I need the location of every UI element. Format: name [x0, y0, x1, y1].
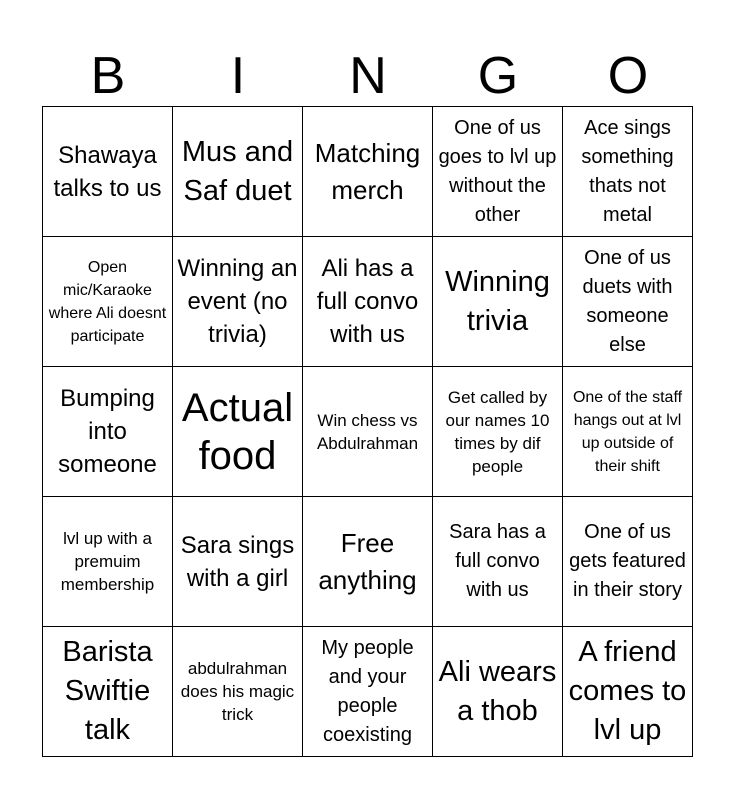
bingo-cell[interactable]: [172, 106, 303, 237]
cell-text: abdulrahman does his magic trick: [180, 659, 295, 724]
bingo-cell[interactable]: [432, 106, 563, 237]
bingo-cell[interactable]: [302, 106, 433, 237]
bingo-cell[interactable]: [432, 366, 563, 497]
cell-text: Bumping into someone: [58, 385, 157, 478]
header-letter-n: N: [349, 47, 387, 105]
bingo-cell[interactable]: [562, 366, 693, 497]
bingo-cell[interactable]: [42, 366, 173, 497]
cell-text: Barista Swiftie talk: [62, 636, 153, 746]
bingo-cell[interactable]: [302, 236, 433, 367]
bingo-cell[interactable]: [172, 236, 303, 367]
cell-text: Free anything: [318, 527, 417, 595]
cell-text: Matching merch: [314, 137, 421, 205]
bingo-header: [43, 46, 693, 106]
cell-text: lvl up with a premuim membership: [60, 529, 155, 594]
bingo-cell[interactable]: [432, 626, 563, 757]
bingo-cell[interactable]: [42, 106, 173, 237]
bingo-board: [43, 107, 693, 757]
bingo-cell[interactable]: [42, 626, 173, 757]
cell-text: One of us duets with someone else: [582, 246, 673, 356]
cell-text: One of us gets featured in their story: [569, 521, 686, 601]
bingo-cell[interactable]: [562, 236, 693, 367]
header-letter-g: G: [477, 47, 519, 105]
bingo-cell[interactable]: [302, 626, 433, 757]
cell-text: Ali wears a thob: [438, 655, 557, 727]
cell-text: Get called by our names 10 times by dif people: [445, 387, 550, 476]
bingo-cell[interactable]: [42, 496, 173, 627]
bingo-cell[interactable]: [172, 366, 303, 497]
header-letter-b: B: [90, 47, 126, 105]
bingo-cell[interactable]: [562, 106, 693, 237]
cell-text: My people and your people coexisting: [321, 636, 414, 746]
header-letter-i: I: [230, 47, 246, 105]
cell-text: Winning trivia: [445, 265, 550, 337]
cell-text: Sara sings with a girl: [180, 531, 295, 592]
cell-text: One of the staff hangs out at lvl up outside of their shift: [572, 388, 683, 475]
bingo-cell[interactable]: [432, 236, 563, 367]
bingo-cell[interactable]: [562, 626, 693, 757]
cell-text: Actual food: [181, 385, 294, 478]
cell-text: Ace sings something thats not metal: [581, 116, 674, 226]
bingo-cell[interactable]: [172, 626, 303, 757]
cell-text: Ali has a full convo with us: [316, 255, 419, 348]
header-letter-o: O: [607, 47, 649, 105]
cell-text: Win chess vs Abdulrahman: [316, 410, 419, 453]
bingo-cell[interactable]: [302, 496, 433, 627]
bingo-cell[interactable]: [432, 496, 563, 627]
cell-text: A friend comes to lvl up: [568, 636, 687, 746]
bingo-cell[interactable]: [42, 236, 173, 367]
cell-text: Mus and Saf duet: [181, 135, 294, 207]
cell-text: One of us goes to lvl up without the other: [438, 116, 557, 226]
bingo-cell[interactable]: [562, 496, 693, 627]
bingo-cell[interactable]: [172, 496, 303, 627]
cell-text: Sara has a full convo with us: [449, 521, 546, 601]
cell-text: Winning an event (no trivia): [177, 255, 298, 348]
cell-text: Open mic/Karaoke where Ali doesnt participate: [48, 258, 167, 345]
bingo-cell[interactable]: [302, 366, 433, 497]
cell-text: Shawaya talks to us: [53, 141, 162, 202]
